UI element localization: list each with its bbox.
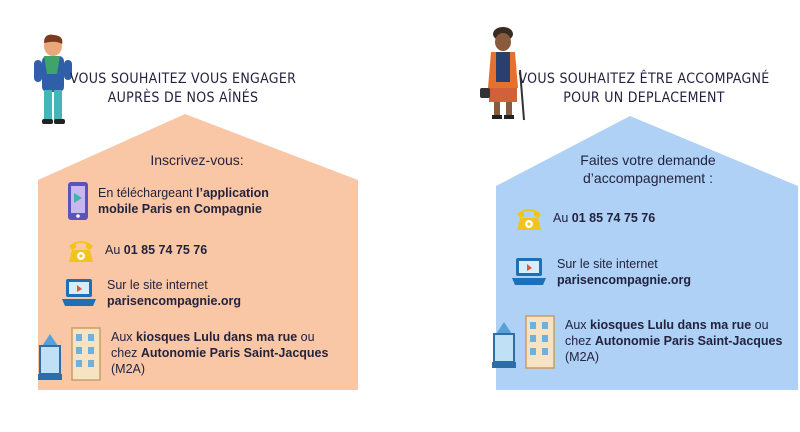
assistance-heading — [518, 70, 770, 108]
assistance-heading-line1: VOUS SOUHAITEZ ÊTRE ACCOMPAGNÉ — [518, 71, 770, 87]
website-item — [60, 277, 241, 309]
kiosk-building-icon — [490, 312, 556, 370]
volunteer-heading-line1: VOUS SOUHAITEZ VOUS ENGAGER — [69, 71, 297, 87]
kiosk-building-icon — [36, 324, 102, 382]
kiosk-line2-prefix: chez — [111, 346, 141, 360]
website-label: Sur le site internet — [107, 278, 208, 292]
kiosk-name: kiosques Lulu dans ma rue — [136, 330, 298, 344]
assistance-heading-line2: POUR UN DEPLACEMENT — [563, 90, 725, 106]
volunteer-heading-line2: AUPRÈS DE NOS AÎNÉS — [107, 90, 259, 106]
assistance-intro-line1: Faites votre demande — [580, 152, 716, 168]
app-text-prefix: En téléchargeant — [98, 186, 196, 200]
kiosk-or: ou — [297, 330, 315, 344]
website-label: Sur le site internet — [557, 257, 658, 271]
kiosk-abbrev: (M2A) — [565, 350, 600, 364]
volunteer-heading — [58, 70, 308, 108]
app-item — [67, 181, 269, 221]
kiosk-organization: Autonomie Paris Saint-Jacques — [594, 334, 783, 348]
website-link[interactable]: parisencompagnie.org — [557, 273, 692, 287]
kiosk-item-right — [490, 312, 782, 370]
kiosk-prefix: Aux — [565, 318, 591, 332]
laptop-icon — [60, 277, 98, 309]
kiosk-or: ou — [751, 318, 769, 332]
assistance-intro — [548, 151, 748, 187]
assistance-intro-line2: d’accompagnement : — [583, 170, 713, 186]
website-item-right — [510, 256, 691, 288]
phone-prefix: Au — [553, 211, 572, 225]
phone-number[interactable]: 01 85 74 75 76 — [123, 243, 208, 257]
telephone-icon — [514, 204, 544, 232]
telephone-icon — [66, 236, 96, 264]
phone-number[interactable]: 01 85 74 75 76 — [571, 211, 656, 225]
website-link[interactable]: parisencompagnie.org — [107, 294, 242, 308]
phone-prefix: Au — [105, 243, 124, 257]
kiosk-abbrev: (M2A) — [111, 362, 146, 376]
kiosk-organization: Autonomie Paris Saint-Jacques — [140, 346, 329, 360]
assistance-panel — [400, 0, 800, 432]
app-name: mobile Paris en Compagnie — [98, 202, 262, 216]
phone-item — [66, 236, 207, 264]
kiosk-item — [36, 324, 328, 382]
phone-item-right — [514, 204, 655, 232]
volunteer-intro: Inscrivez-vous: — [150, 152, 244, 168]
app-text-bold: l’application — [196, 186, 269, 200]
smartphone-app-icon — [67, 181, 89, 221]
kiosk-prefix: Aux — [111, 330, 137, 344]
kiosk-line2-prefix: chez — [565, 334, 595, 348]
laptop-icon — [510, 256, 548, 288]
kiosk-name: kiosques Lulu dans ma rue — [590, 318, 752, 332]
